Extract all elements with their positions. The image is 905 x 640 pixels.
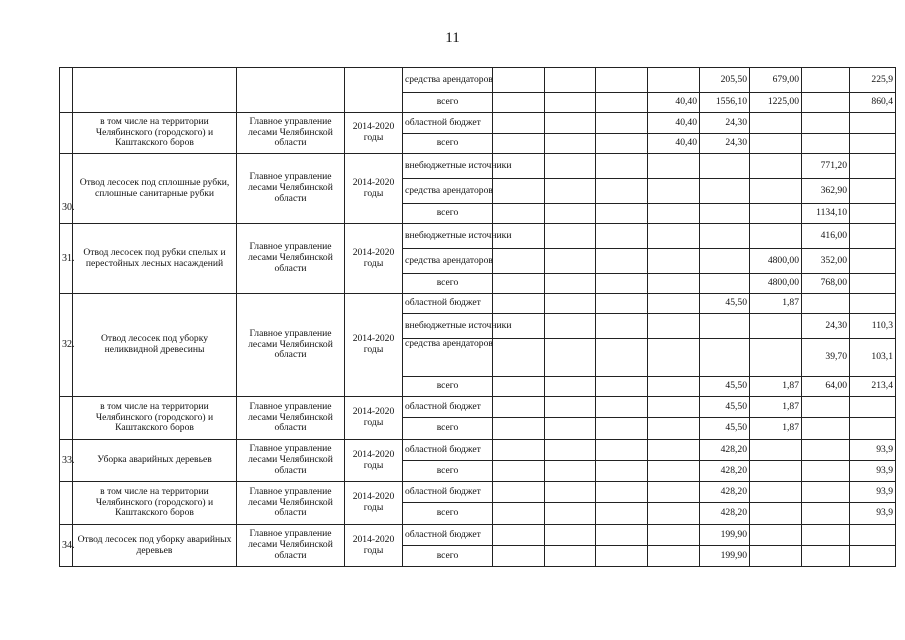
value-cell: 93,9: [850, 461, 896, 482]
table-row: [60, 397, 896, 418]
period: 2014-2020 годы: [345, 482, 403, 525]
item-name: в том числе на территории Челябинского (городского) и Каштакского боров: [73, 397, 237, 440]
period: 2014-2020 годы: [345, 113, 403, 154]
funding-source: средства арендаторов: [403, 179, 493, 204]
value-cell: 199,90: [700, 546, 750, 567]
value-cell: 45,50: [700, 377, 750, 397]
funding-source: всего: [403, 503, 493, 525]
executor: Главное управление лесами Челябинской области: [237, 294, 345, 397]
executor: Главное управление лесами Челябинской области: [237, 113, 345, 154]
value-cell: 4800,00: [750, 249, 802, 274]
value-cell: 362,90: [802, 179, 850, 204]
item-number: 34.: [60, 525, 73, 567]
value-cell: 103,1: [850, 339, 896, 377]
value-cell: 352,00: [802, 249, 850, 274]
executor: Главное управление лесами Челябинской области: [237, 224, 345, 294]
funding-source: областной бюджет: [403, 482, 493, 503]
funding-source: областной бюджет: [403, 440, 493, 461]
item-name: Отвод лесосек под уборку неликвидной древесины: [73, 294, 237, 397]
funding-source: областной бюджет: [403, 525, 493, 546]
funding-source: средства арендаторов: [403, 339, 493, 377]
funding-source: всего: [403, 377, 493, 397]
period: 2014-2020 годы: [345, 154, 403, 224]
funding-source: средства арендаторов: [403, 68, 493, 93]
value-cell: 1,87: [750, 418, 802, 440]
funding-source: всего: [403, 418, 493, 440]
value-cell: 1556,10: [700, 93, 750, 113]
funding-source: внебюджетные источники: [403, 224, 493, 249]
funding-source: всего: [403, 274, 493, 294]
item-name: Уборка аварийных деревьев: [73, 440, 237, 482]
funding-source: всего: [403, 461, 493, 482]
value-cell: 428,20: [700, 440, 750, 461]
value-cell: 40,40: [648, 134, 700, 154]
value-cell: 428,20: [700, 461, 750, 482]
value-cell: 1225,00: [750, 93, 802, 113]
executor: Главное управление лесами Челябинской области: [237, 440, 345, 482]
value-cell: 1,87: [750, 377, 802, 397]
value-cell: 1,87: [750, 397, 802, 418]
table-row: [60, 68, 896, 93]
funding-source: внебюджетные источники: [403, 314, 493, 339]
period: 2014-2020 годы: [345, 294, 403, 397]
value-cell: 24,30: [700, 113, 750, 134]
value-cell: 24,30: [802, 314, 850, 339]
table-row: [60, 294, 896, 314]
funding-source: областной бюджет: [403, 397, 493, 418]
funding-source: внебюджетные источники: [403, 154, 493, 179]
table-row: [60, 224, 896, 249]
value-cell: 64,00: [802, 377, 850, 397]
value-cell: 45,50: [700, 418, 750, 440]
value-cell: 416,00: [802, 224, 850, 249]
value-cell: 93,9: [850, 503, 896, 525]
executor: Главное управление лесами Челябинской области: [237, 482, 345, 525]
funding-source: всего: [403, 546, 493, 567]
period: 2014-2020 годы: [345, 440, 403, 482]
value-cell: 679,00: [750, 68, 802, 93]
value-cell: 93,9: [850, 440, 896, 461]
executor: Главное управление лесами Челябинской области: [237, 154, 345, 224]
value-cell: 110,3: [850, 314, 896, 339]
item-number: 30.: [60, 154, 73, 224]
table-row: [60, 525, 896, 546]
value-cell: 1,87: [750, 294, 802, 314]
funding-source: областной бюджет: [403, 113, 493, 134]
value-cell: 40,40: [648, 93, 700, 113]
value-cell: 428,20: [700, 503, 750, 525]
value-cell: 225,9: [850, 68, 896, 93]
funding-source: средства арендаторов: [403, 249, 493, 274]
value-cell: 428,20: [700, 482, 750, 503]
item-number: 32.: [60, 294, 73, 397]
executor: Главное управление лесами Челябинской области: [237, 525, 345, 567]
period: 2014-2020 годы: [345, 224, 403, 294]
item-name: Отвод лесосек под сплошные рубки, сплошные санитарные рубки: [73, 154, 237, 224]
item-name: Отвод лесосек под рубки спелых и перестойных лесных насаждений: [73, 224, 237, 294]
table-row: [60, 482, 896, 503]
page-number: 11: [445, 30, 460, 46]
value-cell: 213,4: [850, 377, 896, 397]
executor: Главное управление лесами Челябинской области: [237, 397, 345, 440]
value-cell: 205,50: [700, 68, 750, 93]
item-name: в том числе на территории Челябинского (городского) и Каштакского боров: [73, 482, 237, 525]
budget-table: [59, 67, 896, 567]
value-cell: 24,30: [700, 134, 750, 154]
period: 2014-2020 годы: [345, 525, 403, 567]
funding-source: областной бюджет: [403, 294, 493, 314]
value-cell: 39,70: [802, 339, 850, 377]
value-cell: 860,4: [850, 93, 896, 113]
value-cell: 771,20: [802, 154, 850, 179]
table-row: [60, 154, 896, 179]
item-number: 31.: [60, 224, 73, 294]
funding-source: всего: [403, 134, 493, 154]
value-cell: 1134,10: [802, 204, 850, 224]
funding-source: всего: [403, 204, 493, 224]
item-name: в том числе на территории Челябинского (городского) и Каштакского боров: [73, 113, 237, 154]
value-cell: 4800,00: [750, 274, 802, 294]
value-cell: 93,9: [850, 482, 896, 503]
value-cell: 40,40: [648, 113, 700, 134]
funding-source: всего: [403, 93, 493, 113]
item-name: Отвод лесосек под уборку аварийных деревьев: [73, 525, 237, 567]
item-number: 33.: [60, 440, 73, 482]
value-cell: 45,50: [700, 397, 750, 418]
table-row: [60, 113, 896, 134]
period: 2014-2020 годы: [345, 397, 403, 440]
value-cell: 199,90: [700, 525, 750, 546]
table-row: [60, 440, 896, 461]
value-cell: 45,50: [700, 294, 750, 314]
value-cell: 768,00: [802, 274, 850, 294]
